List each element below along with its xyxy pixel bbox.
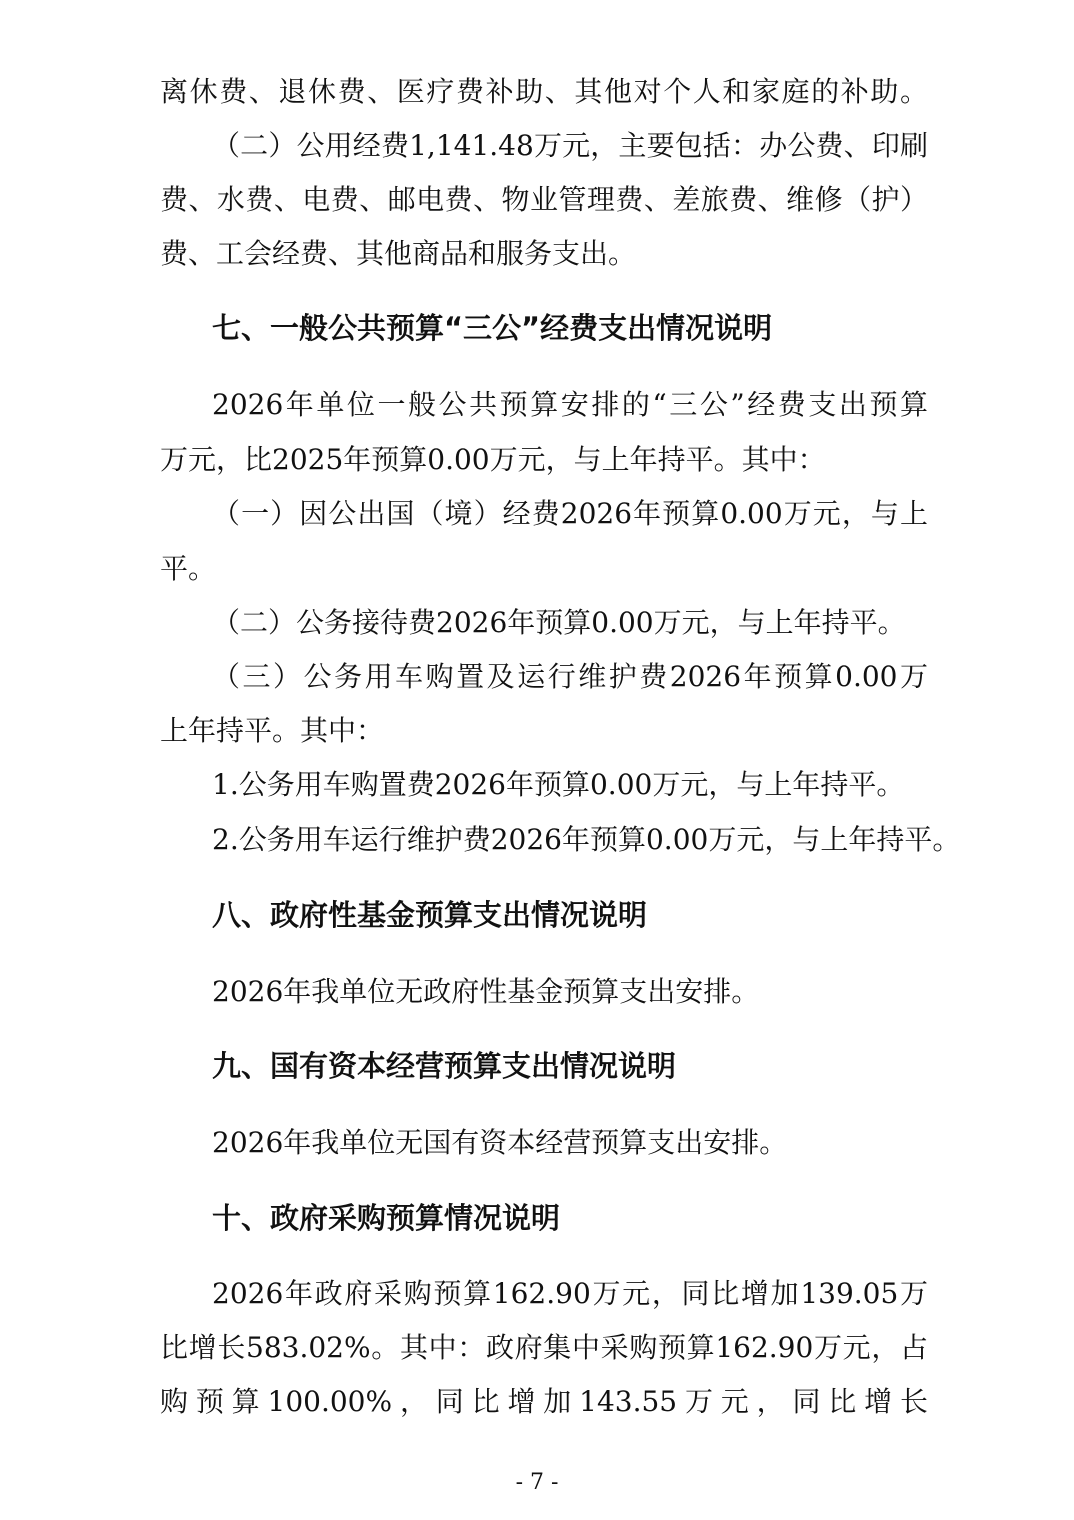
paragraph-line: （一）因公出国（境）经费2026年预算0.00万元，与上 bbox=[212, 497, 928, 530]
paragraph-line: （三）公务用车购置及运行维护费2026年预算0.00万 bbox=[212, 660, 928, 693]
paragraph-line: 2026年我单位无国有资本经营预算支出安排。 bbox=[212, 1126, 788, 1159]
paragraph-line: 万元，比2025年预算0.00万元，与上年持平。其中： bbox=[160, 443, 826, 476]
section-heading-7: 七、一般公共预算“三公”经费支出情况说明 bbox=[212, 311, 773, 345]
paragraph-line: 上年持平。其中： bbox=[160, 714, 385, 747]
paragraph-line: 2026年我单位无政府性基金预算支出安排。 bbox=[212, 975, 760, 1008]
paragraph-line: 2026年单位一般公共预算安排的“三公”经费支出预算 bbox=[212, 388, 928, 421]
section-heading-8: 八、政府性基金预算支出情况说明 bbox=[212, 898, 648, 932]
paragraph-line: 2.公务用车运行维护费2026年预算0.00万元，与上年持平。 bbox=[212, 823, 961, 856]
paragraph-line: 2026年政府采购预算162.90万元，同比增加139.05万 bbox=[212, 1277, 928, 1310]
paragraph-line: 平。 bbox=[160, 552, 217, 585]
paragraph-line: （二）公用经费1,141.48万元，主要包括：办公费、印刷 bbox=[212, 129, 928, 162]
page-number: - 7 - bbox=[515, 1470, 559, 1495]
paragraph-line: 费、工会经费、其他商品和服务支出。 bbox=[160, 237, 637, 270]
paragraph-line: （二）公务接待费2026年预算0.00万元，与上年持平。 bbox=[212, 606, 906, 639]
paragraph-line: 1.公务用车购置费2026年预算0.00万元，与上年持平。 bbox=[212, 768, 905, 801]
paragraph-line: 离休费、退休费、医疗费补助、其他对个人和家庭的补助。 bbox=[160, 75, 928, 108]
paragraph-line: 费、水费、电费、邮电费、物业管理费、差旅费、维修（护） bbox=[160, 183, 928, 216]
section-heading-10: 十、政府采购预算情况说明 bbox=[212, 1201, 561, 1235]
paragraph-line: 比增长583.02%。其中：政府集中采购预算162.90万元，占 bbox=[160, 1331, 928, 1364]
section-heading-9: 九、国有资本经营预算支出情况说明 bbox=[212, 1049, 677, 1083]
paragraph-line: 购预算100.00%，同比增加143.55万元，同比增长 bbox=[160, 1385, 928, 1418]
